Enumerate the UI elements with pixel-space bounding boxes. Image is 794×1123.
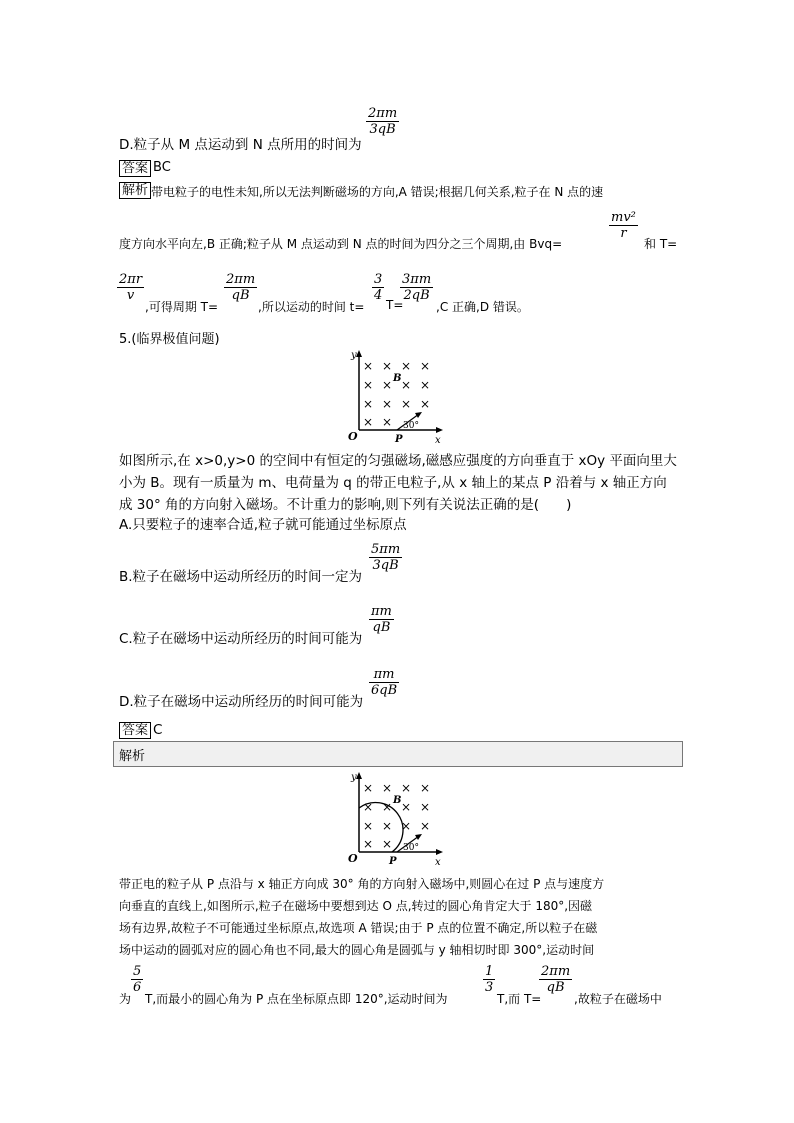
magnetic-field-crosses [363, 359, 430, 429]
q5-answer-value: C [153, 722, 163, 738]
magnetic-field-crosses [363, 781, 430, 851]
prev-option-d-fraction [366, 106, 399, 137]
q5-analysis-line-5b: T,而最小的圆心角为 P 点在坐标原点即 120°,运动时间为 [145, 992, 448, 1006]
fraction-numerator: 3πm [402, 272, 432, 287]
svg-text:×: × [420, 781, 431, 795]
x-axis-label: x [435, 857, 441, 868]
svg-text:×: × [420, 397, 431, 411]
p-label: P [395, 434, 403, 445]
svg-text:×: × [363, 359, 374, 373]
question-5-figure [345, 348, 445, 448]
svg-text:×: × [363, 415, 374, 429]
fraction-numerator: 5 [133, 964, 142, 979]
velocity-arrowhead [415, 834, 422, 840]
x-axis-arrow [436, 427, 443, 433]
svg-text:×: × [401, 359, 412, 373]
y-axis-arrow [356, 350, 362, 357]
fraction-denominator: qB [369, 619, 394, 635]
fraction-numerator: 2πm [368, 106, 398, 121]
fraction-numerator: 5πm [371, 542, 401, 557]
option-d-fraction [369, 667, 399, 698]
svg-text:×: × [363, 781, 374, 795]
svg-text:×: × [363, 397, 374, 411]
svg-text:×: × [420, 359, 431, 373]
prev-analysis-line-1: 带电粒子的电性未知,所以无法判断磁场的方向,A 错误;根据几何关系,粒子在 N 点的速 [151, 185, 604, 199]
question-5-stem-line-1: 如图所示,在 x>0,y>0 的空间中有恒定的匀强磁场,磁感应强度的方向垂直于 xOy 平面向里大 [119, 453, 677, 469]
q5-analysis-line-4: 场中运动的圆弧对应的圆心角也不同,最大的圆心角是圆弧与 y 轴相切时即 300°,运动时间 [119, 943, 595, 957]
prev-answer-value: BC [153, 160, 171, 175]
q5-analysis-line-2: 向垂直的直线上,如图所示,粒子在磁场中要想到达 O 点,转过的圆心角肯定大于 180°,因磁 [119, 899, 593, 913]
svg-text:×: × [363, 800, 374, 814]
q5-analysis-fraction-1-3 [483, 964, 495, 995]
prev-analysis-line-2a: 度方向水平向左,B 正确;粒子从 M 点运动到 N 点的时间为四分之三个周期,由 Bvq= [119, 237, 563, 251]
p-label: P [389, 856, 397, 867]
fraction-denominator: 3qB [369, 557, 402, 573]
svg-text:×: × [401, 800, 412, 814]
svg-text:×: × [382, 397, 393, 411]
q5-analysis-tag: 解析 [119, 749, 146, 764]
angle-label: 30° [403, 843, 419, 853]
q5-analysis-fraction-5-6 [131, 964, 143, 995]
b-label: B [393, 795, 402, 806]
velocity-arrowhead [415, 412, 422, 418]
question-5-title: 5.(临界极值问题) [119, 332, 220, 347]
q5-analysis-line-1: 带正电的粒子从 P 点沿与 x 轴正方向成 30° 角的方向射入磁场中,则圆心在过 P 点与速度方 [119, 877, 605, 891]
fraction-denominator: 6 [133, 980, 142, 995]
prev-analysis-line-3d: ,C 正确,D 错误。 [436, 300, 529, 314]
svg-text:×: × [382, 837, 393, 851]
prev-analysis-line-3b: ,所以运动的时间 t= [258, 300, 365, 314]
option-b-fraction [369, 542, 402, 573]
fraction-denominator: 6qB [371, 683, 398, 698]
prev-analysis-fraction-mv2r [609, 210, 638, 241]
q5-analysis-line-5d: ,故粒子在磁场中 [574, 992, 662, 1006]
svg-text:×: × [382, 819, 393, 833]
fraction-numerator: mv² [611, 210, 636, 225]
q5-analysis-line-5c: T,而 T= [497, 992, 542, 1006]
question-5-option-b: B.粒子在磁场中运动所经历的时间一定为 [119, 569, 363, 585]
b-label: B [393, 373, 402, 384]
fraction-numerator: 2πm [541, 964, 571, 979]
q5-analysis-bar [113, 741, 683, 767]
prev-analysis-line-3c: T= [386, 298, 404, 312]
fraction-numerator: πm [371, 604, 392, 619]
svg-text:×: × [420, 819, 431, 833]
x-axis-label: x [435, 435, 441, 446]
svg-text:×: × [363, 837, 374, 851]
angle-label: 30° [403, 421, 419, 431]
svg-text:×: × [363, 378, 374, 392]
fraction-numerator: 2πm [226, 272, 256, 287]
y-axis-label: y [351, 350, 357, 361]
prev-analysis-fraction-3-4 [372, 272, 384, 303]
fraction-denominator: r [609, 225, 638, 241]
svg-text:×: × [382, 415, 393, 429]
x-axis-arrow [436, 849, 443, 855]
fraction-numerator: πm [373, 667, 395, 682]
svg-text:×: × [401, 819, 412, 833]
question-5-option-c: C.粒子在磁场中运动所经历的时间可能为 [119, 631, 363, 647]
fraction-denominator: 4 [374, 288, 383, 303]
prev-analysis-tag: 解析 [119, 182, 151, 199]
q5-analysis-fraction-2pim-qb [539, 964, 572, 995]
svg-text:×: × [401, 378, 412, 392]
y-axis-label: y [351, 772, 357, 783]
svg-text:×: × [420, 378, 431, 392]
prev-answer-tag: 答案 [119, 160, 151, 177]
prev-analysis-fraction-3pim-2qb [400, 272, 433, 303]
question-5-stem-line-3: 成 30° 角的方向射入磁场。不计重力的影响,则下列有关说法正确的是( ) [119, 497, 572, 513]
svg-text:×: × [401, 397, 412, 411]
fraction-denominator: qB [224, 287, 257, 303]
svg-text:×: × [420, 800, 431, 814]
fraction-denominator: 3qB [366, 121, 399, 137]
y-axis-arrow [356, 772, 362, 779]
q5-analysis-line-3: 场有边界,故粒子不可能通过坐标原点,故选项 A 错误;由于 P 点的位置不确定,所以粒子在磁 [119, 921, 598, 935]
fraction-denominator: v [117, 287, 144, 303]
svg-text:×: × [363, 819, 374, 833]
fraction-denominator: 2qB [400, 287, 433, 303]
prev-analysis-fraction-2pir-v [117, 272, 144, 303]
fraction-numerator: 1 [485, 964, 494, 979]
question-5-analysis-figure [345, 770, 445, 870]
prev-analysis-fraction-2pim-qb [224, 272, 257, 303]
fraction-numerator: 3 [374, 272, 383, 287]
q5-analysis-line-5a: 为 [119, 992, 132, 1006]
svg-text:×: × [382, 781, 393, 795]
prev-analysis-line-3a: ,可得周期 T= [145, 300, 219, 314]
question-5-stem-line-2: 小为 B。现有一质量为 m、电荷量为 q 的带正电粒子,从 x 轴上的某点 P 沿着与 x 轴正方向 [119, 475, 667, 491]
svg-text:×: × [401, 781, 412, 795]
fraction-numerator: 2πr [119, 272, 143, 287]
origin-label: O [348, 430, 358, 443]
prev-option-d: D.粒子从 M 点运动到 N 点所用的时间为 [119, 137, 362, 153]
option-c-fraction [369, 604, 394, 635]
q5-answer-tag: 答案 [119, 722, 151, 739]
origin-label: O [348, 852, 358, 865]
question-5-option-d: D.粒子在磁场中运动所经历的时间可能为 [119, 694, 364, 710]
svg-text:×: × [382, 378, 393, 392]
fraction-denominator: 3 [485, 980, 494, 995]
fraction-denominator: qB [539, 979, 572, 995]
question-5-option-a: A.只要粒子的速率合适,粒子就可能通过坐标原点 [119, 517, 407, 533]
svg-text:×: × [382, 800, 393, 814]
prev-analysis-line-2b: 和 T= [644, 237, 678, 251]
svg-text:×: × [382, 359, 393, 373]
